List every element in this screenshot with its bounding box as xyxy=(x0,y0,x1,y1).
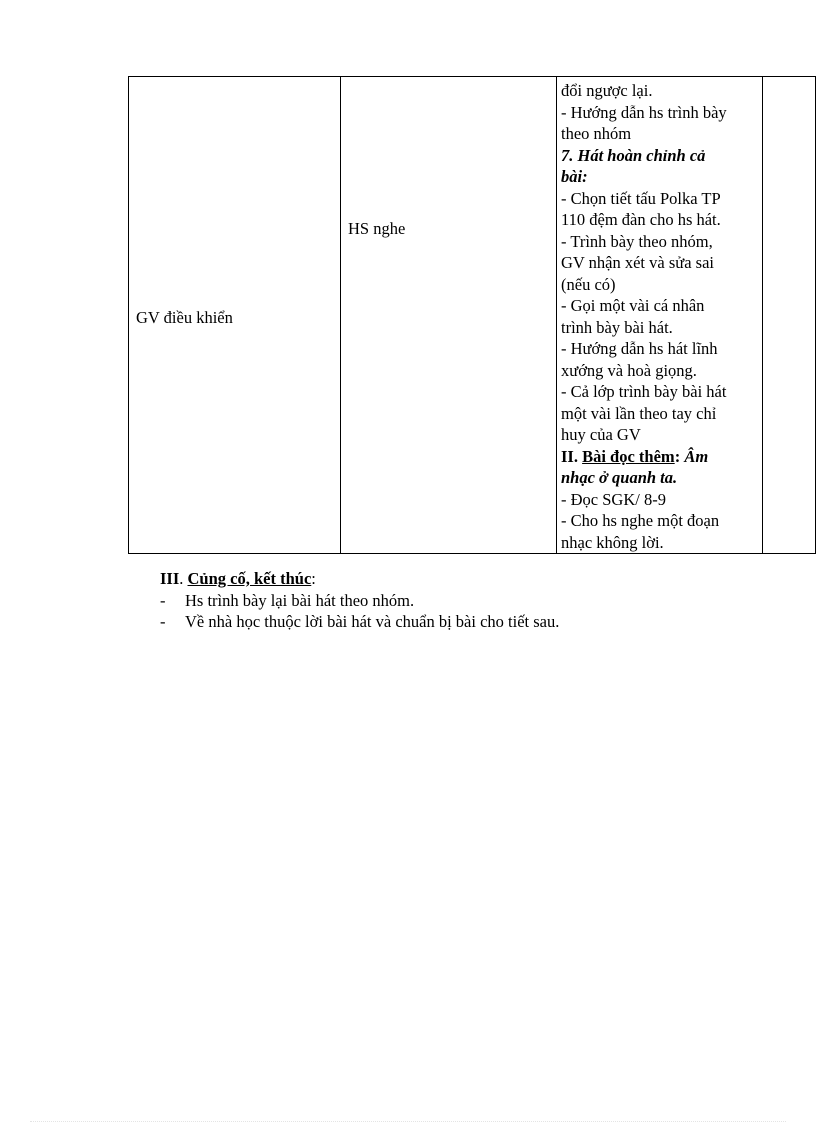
content-segment: : xyxy=(674,446,685,466)
content-segment: 110 đệm đàn cho hs hát. xyxy=(561,210,721,229)
closing-heading-title: Củng cố, kết thúc xyxy=(187,569,312,588)
content-segment: - Gọi một vài cá nhân xyxy=(561,296,705,315)
content-segment: Bài đọc thêm xyxy=(582,446,675,466)
content-segment: nhạc không lời. xyxy=(561,532,664,552)
notes-cell xyxy=(763,77,816,554)
page-footer-divider xyxy=(30,1121,786,1122)
content-segment: xướng và hoà giọng. xyxy=(561,360,697,380)
bullet-marker: - xyxy=(160,612,166,631)
content-line xyxy=(561,446,758,468)
content-line xyxy=(561,532,758,554)
student-activity-cell xyxy=(341,77,557,554)
list-item xyxy=(160,611,559,632)
content-segment: theo nhóm xyxy=(561,124,632,143)
content-segment: - Hướng dẫn hs trình bày xyxy=(561,102,727,122)
closing-item-text: Về nhà học thuộc lời bài hát và chuẩn bị bài cho tiết sau. xyxy=(185,612,560,631)
content-line xyxy=(561,274,758,296)
lesson-plan-table xyxy=(128,76,816,554)
closing-item-text: Hs trình bày lại bài hát theo nhóm. xyxy=(185,591,415,610)
content-line xyxy=(561,403,758,425)
content-line xyxy=(561,80,758,102)
content-line xyxy=(561,381,758,403)
content-segment: một vài lần theo tay chỉ xyxy=(561,403,717,423)
content-line xyxy=(561,231,758,253)
closing-section xyxy=(160,568,559,632)
content-segment: bài: xyxy=(561,167,588,186)
content-line xyxy=(561,510,758,532)
content-segment: Âm xyxy=(684,446,709,466)
teacher-activity-cell xyxy=(129,77,341,554)
content-line xyxy=(561,209,758,231)
content-line xyxy=(561,188,758,210)
content-line xyxy=(561,489,758,511)
content-segment: - Trình bày theo nhóm, xyxy=(561,231,713,251)
teacher-activity-text: GV điều khiển xyxy=(136,308,233,327)
content-line xyxy=(561,360,758,382)
content-line xyxy=(561,166,758,188)
bullet-marker: - xyxy=(160,591,166,610)
content-segment: II. xyxy=(561,446,583,466)
student-activity-text: HS nghe xyxy=(348,219,406,238)
content-segment: trình bày bài hát. xyxy=(561,317,673,337)
content-segment: - Đọc SGK/ 8-9 xyxy=(561,489,666,509)
content-line xyxy=(561,123,758,145)
lesson-content-lines xyxy=(557,77,762,553)
closing-heading-number: III xyxy=(160,569,180,588)
closing-heading-colon: : xyxy=(311,569,316,588)
content-segment: đổi ngược lại. xyxy=(561,81,653,100)
closing-heading-separator: . xyxy=(179,569,188,588)
content-line xyxy=(561,424,758,446)
content-segment: - Cả lớp trình bày bài hát xyxy=(561,382,727,401)
content-segment: - Chọn tiết tấu Polka TP xyxy=(561,188,721,208)
table-row xyxy=(129,77,816,554)
content-line xyxy=(561,317,758,339)
content-line xyxy=(561,252,758,274)
content-line xyxy=(561,145,758,167)
content-segment: (nếu có) xyxy=(561,274,616,294)
content-segment: 7. Hát hoàn chỉnh cả xyxy=(561,145,706,165)
content-segment: - Hướng dẫn hs hát lĩnh xyxy=(561,339,718,358)
content-line xyxy=(561,338,758,360)
list-item xyxy=(160,590,559,611)
content-segment: nhạc ở quanh ta. xyxy=(561,468,678,487)
content-line xyxy=(561,295,758,317)
content-segment: - Cho hs nghe một đoạn xyxy=(561,511,720,530)
content-line xyxy=(561,467,758,489)
content-segment: huy của GV xyxy=(561,425,641,444)
lesson-content-cell xyxy=(557,77,763,554)
closing-heading xyxy=(160,568,559,590)
content-line xyxy=(561,102,758,124)
content-segment: GV nhận xét và sửa sai xyxy=(561,253,714,272)
